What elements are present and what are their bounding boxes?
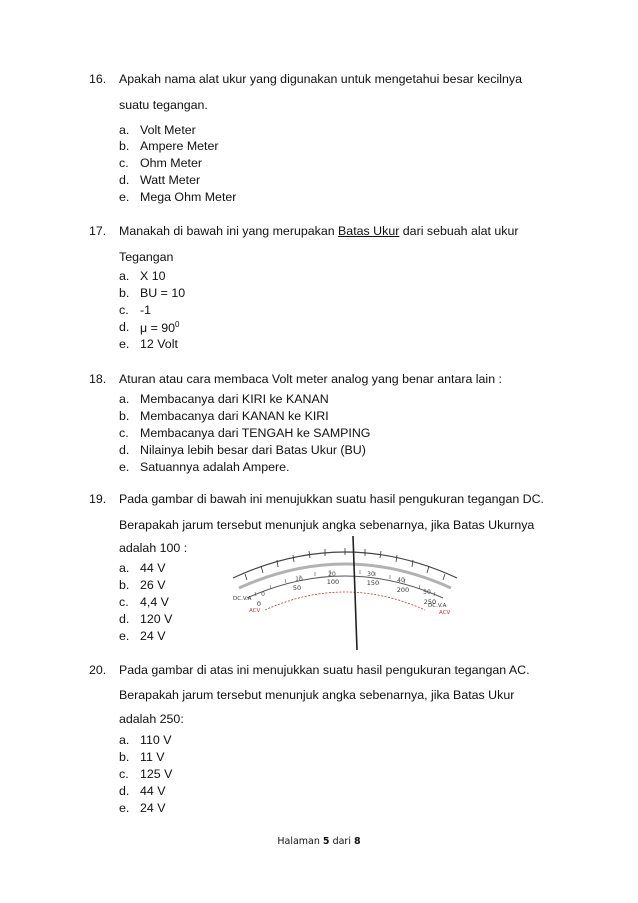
question-text: Pada gambar di bawah ini menujukkan suatu hasil pengukuran tegangan DC. [119,492,545,506]
meter-inner-arc [247,576,443,598]
question-number: 16. [89,72,107,86]
scale-mid-30: 30 [367,571,375,578]
question-text: adalah 250: [119,712,184,726]
question-text: adalah 100 : [119,541,188,555]
scale-dc-0: 0 [256,600,262,608]
question-number: 20. [89,663,107,677]
label-dcva-right: DC.V.A [428,603,447,609]
analog-meter-illustration [225,530,465,650]
question-text: Pada gambar di atas ini menujukkan suatu hasil pengukuran tegangan AC. [119,663,530,677]
scale-dc-50: 50 [292,584,302,592]
scale-mid-20: 20 [328,571,336,578]
superscript: 0 [175,320,180,329]
scale-mid-10: 10 [295,576,303,583]
scale-dc-250: 250 [423,598,437,606]
question-text: suatu tegangan. [119,98,208,112]
scale-mid-40: 40 [397,577,405,584]
scale-mid-0: 0 [261,591,265,598]
question-text: Apakah nama alat ukur yang digunakan untuk mengetahui besar kecilnya [119,72,522,86]
question-text: Berapakah jarum tersebut menunjuk angka sebenarnya, jika Batas Ukur [119,688,515,702]
total-pages-number: 8 [353,836,361,847]
question-text: Berapakah jarum tersebut menunjuk angka sebenarnya, jika Batas Ukurnya [119,518,535,532]
current-page-number: 5 [322,836,330,847]
meter-needle [353,536,357,650]
question-number: 19. [89,492,107,506]
scale-dc-150: 150 [366,579,380,587]
question-text: Manakah di bawah ini yang merupakan Batas Ukur dari sebuah alat ukur [119,224,519,238]
label-acv-right: ACV [439,610,451,616]
label-acv-left: ACV [249,608,261,614]
question-number: 18. [89,372,107,386]
scale-dc-200: 200 [396,586,410,594]
question-number: 17. [89,224,107,238]
page-footer: Halaman 5 dari 8 [277,836,361,847]
question-text: Aturan atau cara membaca Volt meter analog yang benar antara lain : [119,372,502,386]
scale-mid-50: 50 [423,589,431,596]
underlined-term: Batas Ukur [338,224,400,238]
meter-red-arc [265,592,425,610]
question-text: Tegangan [119,250,174,264]
scale-dc-100: 100 [326,578,340,586]
label-dcva-left: DC.V.A [233,596,252,602]
